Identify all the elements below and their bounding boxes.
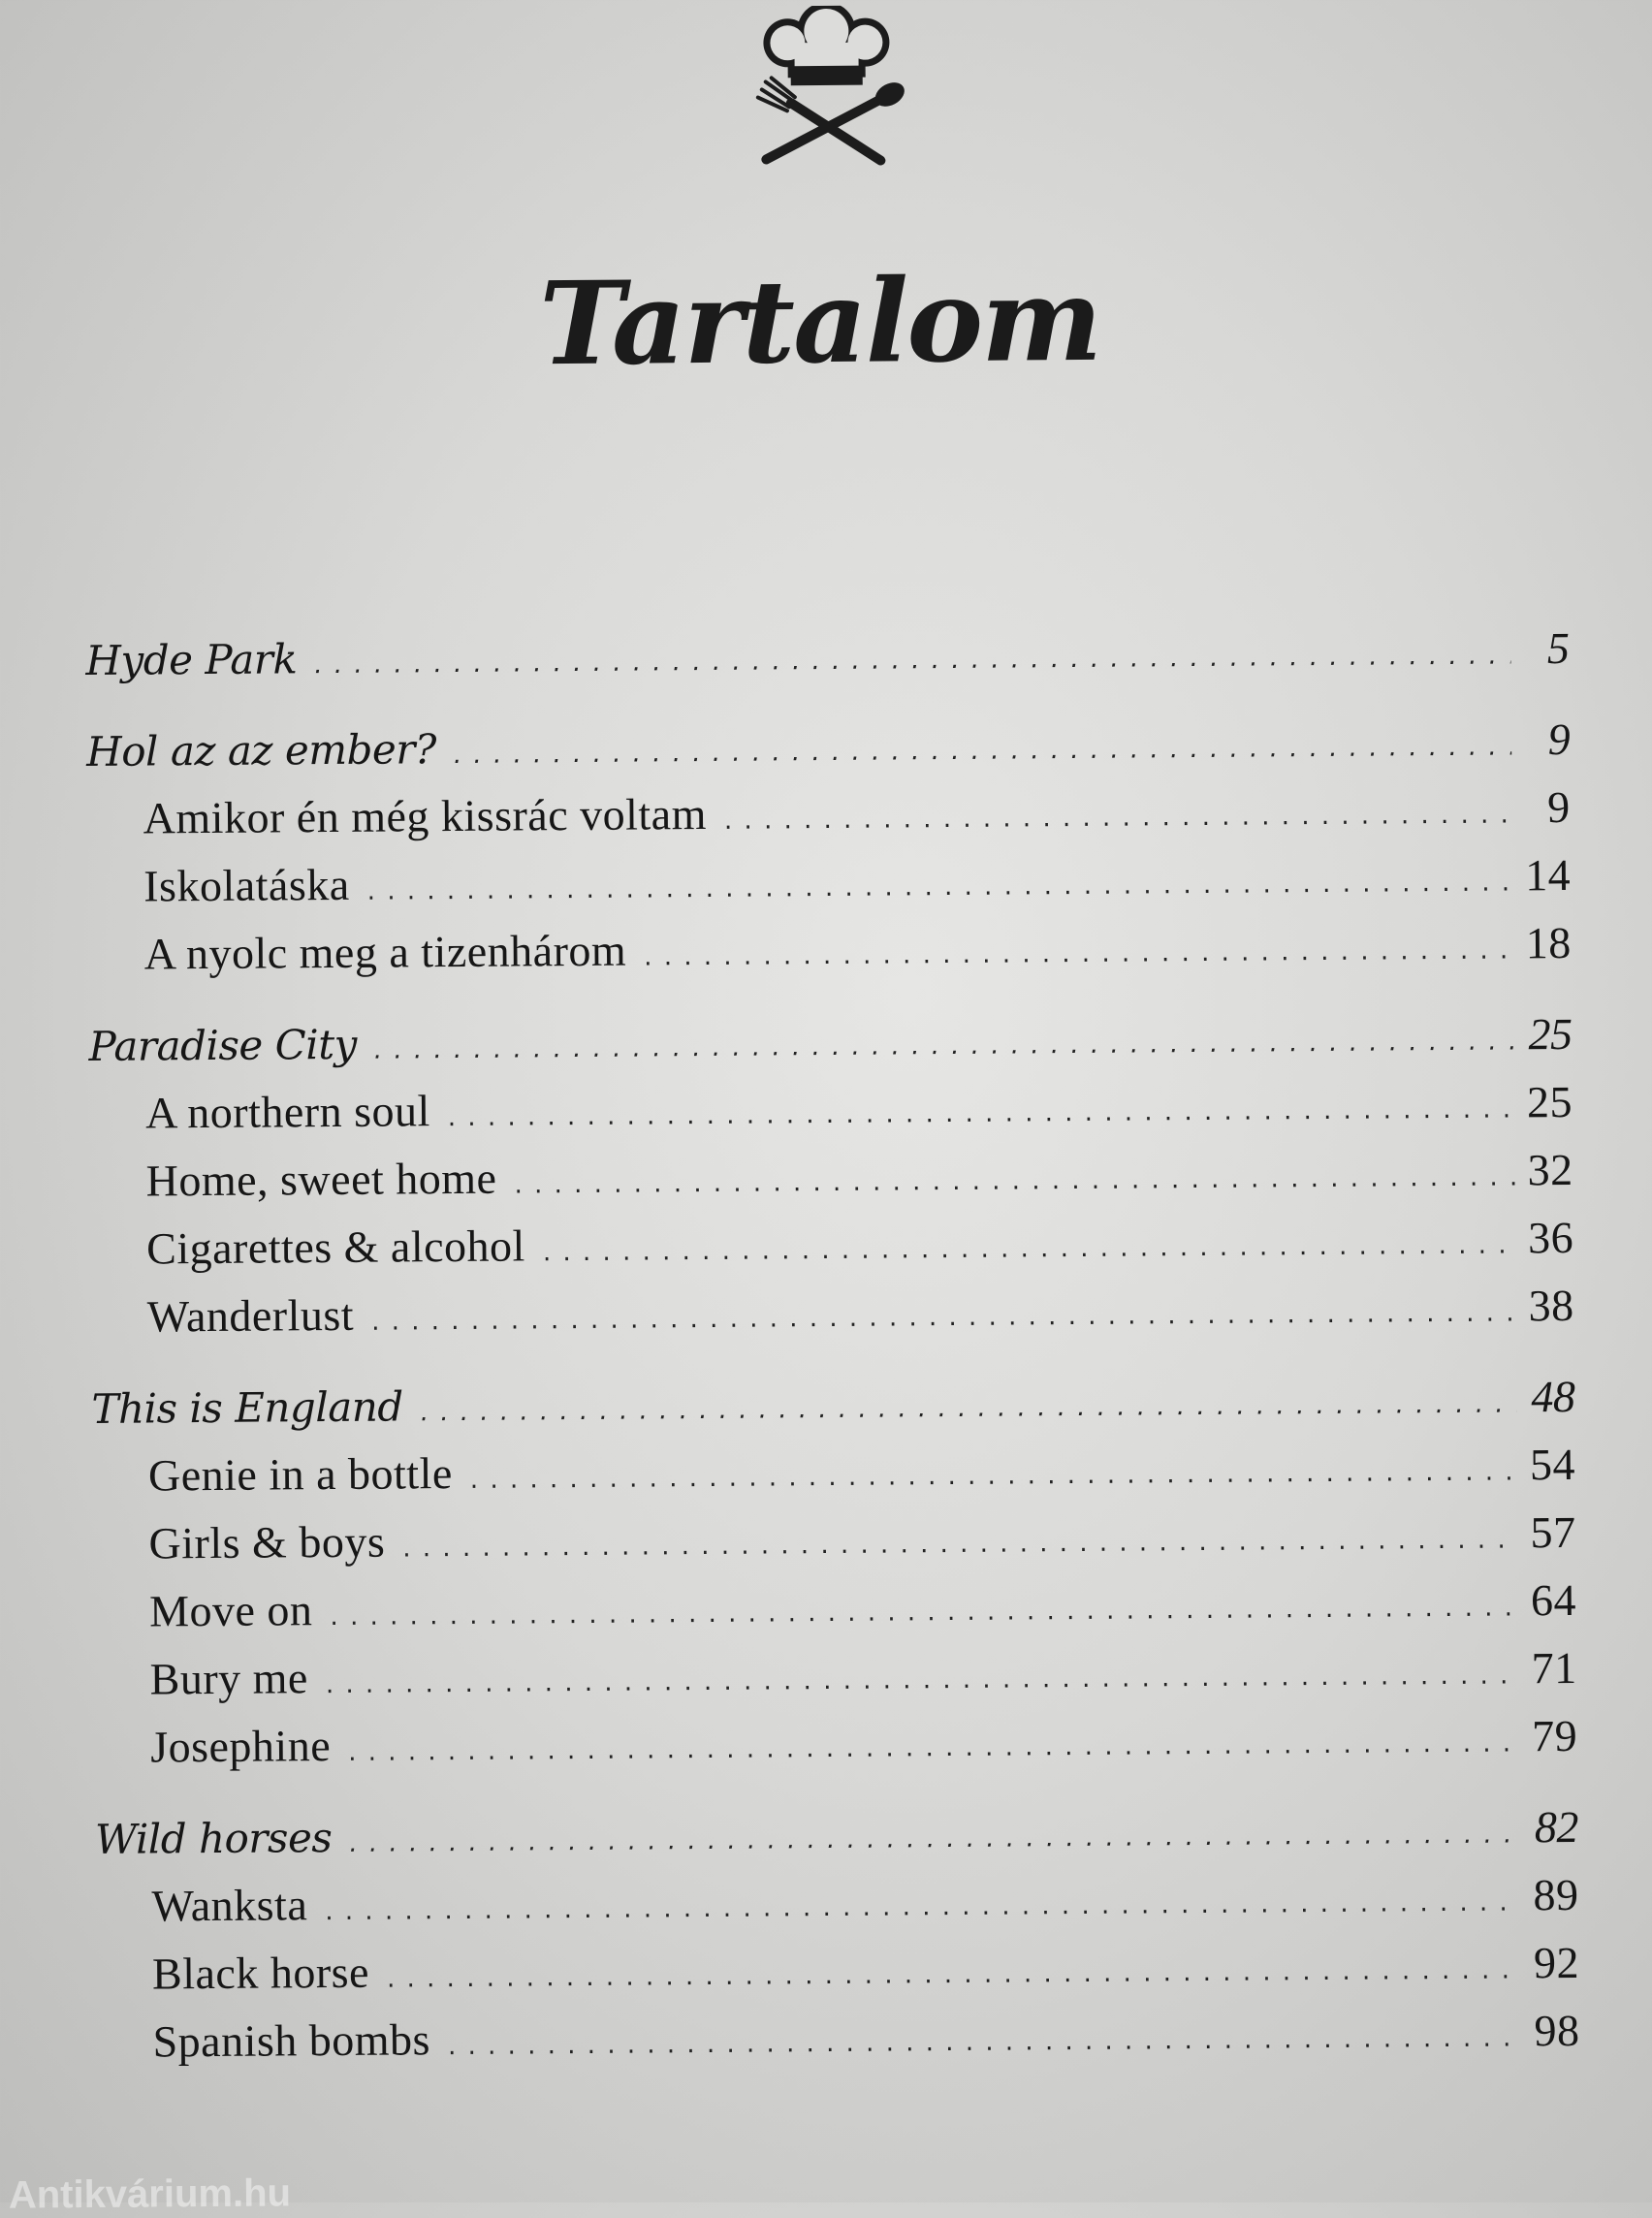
toc-page-number: 57	[1530, 1506, 1576, 1558]
watermark: Antikvárium.hu	[8, 2171, 292, 2217]
toc-page-number: 18	[1525, 917, 1572, 968]
dot-leader	[387, 1936, 1522, 2012]
toc-subentry	[96, 1929, 1580, 2009]
dot-leader	[448, 1075, 1515, 1152]
toc-entry-title: Wanksta	[151, 1880, 308, 1931]
toc-page-number: 98	[1534, 2005, 1580, 2056]
toc-entry-title: A northern soul	[144, 1086, 430, 1138]
toc-subentry	[90, 1272, 1574, 1351]
toc-page-number: 48	[1531, 1371, 1575, 1422]
toc-entry-title: Hyde Park	[85, 635, 298, 684]
toc-entry-title: Black horse	[151, 1947, 370, 1999]
toc-entry-title: This is England	[91, 1382, 403, 1433]
dot-leader	[325, 1868, 1521, 1946]
toc-entry-title: Spanish bombs	[152, 2014, 431, 2067]
toc-subentry	[88, 909, 1573, 989]
toc-entry-title: A nyolc meg a tizenhárom	[143, 925, 627, 979]
toc-page-number: 38	[1528, 1280, 1574, 1331]
toc-entry-title: Hol az az ember?	[85, 725, 437, 776]
dot-leader	[366, 848, 1512, 925]
dot-leader	[371, 1279, 1516, 1355]
dot-leader	[402, 1505, 1518, 1582]
dot-leader	[420, 1370, 1516, 1446]
toc-section-entry	[95, 1793, 1579, 1873]
dot-leader	[326, 1641, 1519, 1719]
dot-leader	[374, 1007, 1514, 1084]
dot-leader	[448, 2004, 1522, 2080]
toc-subentry	[95, 1861, 1579, 1941]
toc-section-entry	[91, 1363, 1575, 1442]
toc-section-entry	[88, 1000, 1573, 1080]
dot-leader	[348, 1709, 1520, 1786]
toc-page-number: 82	[1534, 1801, 1579, 1853]
toc-section-entry	[85, 615, 1570, 694]
toc-page-number: 5	[1546, 622, 1570, 674]
toc-entry-title: Josephine	[150, 1721, 332, 1772]
toc-entry-title: Cigarettes & alcohol	[145, 1220, 526, 1274]
dot-leader	[514, 1143, 1515, 1219]
toc-subentry	[94, 1702, 1578, 1782]
dot-leader	[543, 1211, 1516, 1286]
toc-section-entry	[86, 706, 1571, 785]
toc-subentry	[92, 1431, 1576, 1510]
toc-subentry	[89, 1068, 1573, 1148]
toc-entry-title: Iskolatáska	[143, 859, 350, 911]
dot-leader	[644, 916, 1513, 991]
toc-page-number: 9	[1546, 781, 1571, 833]
table-of-contents	[85, 615, 1580, 2076]
toc-subentry	[92, 1499, 1576, 1578]
toc-page-number: 64	[1530, 1574, 1577, 1626]
dot-leader	[330, 1573, 1518, 1651]
toc-page-number: 54	[1529, 1439, 1576, 1490]
toc-subentry	[93, 1634, 1577, 1714]
toc-entry-title: Amikor én még kissrác voltam	[143, 788, 708, 843]
toc-entry-title: Genie in a bottle	[147, 1448, 453, 1501]
toc-subentry	[87, 841, 1572, 921]
toc-page-number: 14	[1524, 849, 1572, 901]
toc-page-number: 92	[1533, 1937, 1580, 1988]
toc-page-number: 89	[1533, 1869, 1579, 1920]
toc-subentry	[86, 774, 1571, 853]
dot-leader	[314, 621, 1511, 699]
toc-subentry	[93, 1567, 1577, 1646]
toc-page-number: 71	[1531, 1642, 1577, 1694]
toc-entry-title: Wild horses	[94, 1814, 333, 1863]
toc-page-number: 36	[1527, 1212, 1574, 1263]
toc-page-number: 32	[1527, 1144, 1573, 1195]
dot-leader	[349, 1800, 1520, 1877]
toc-subentry	[89, 1136, 1573, 1216]
toc-entry-title: Bury me	[149, 1653, 309, 1704]
toc-page-number: 9	[1547, 713, 1571, 765]
toc-page-number: 25	[1528, 1008, 1573, 1060]
dot-leader	[724, 780, 1512, 854]
toc-entry-title: Move on	[148, 1585, 313, 1636]
chef-hat-fork-spoon-icon	[744, 5, 909, 169]
toc-page-number: 79	[1531, 1710, 1578, 1761]
dot-leader	[454, 713, 1512, 789]
toc-entry-title: Paradise City	[88, 1020, 358, 1070]
toc-subentry	[96, 1997, 1580, 2076]
toc-entry-title: Wanderlust	[146, 1289, 355, 1342]
toc-subentry	[90, 1204, 1574, 1283]
dot-leader	[470, 1438, 1518, 1513]
toc-entry-title: Girls & boys	[148, 1516, 386, 1568]
toc-entry-title: Home, sweet home	[145, 1153, 497, 1206]
toc-page-number: 25	[1526, 1076, 1573, 1127]
page-title: Tartalom	[538, 251, 1101, 392]
